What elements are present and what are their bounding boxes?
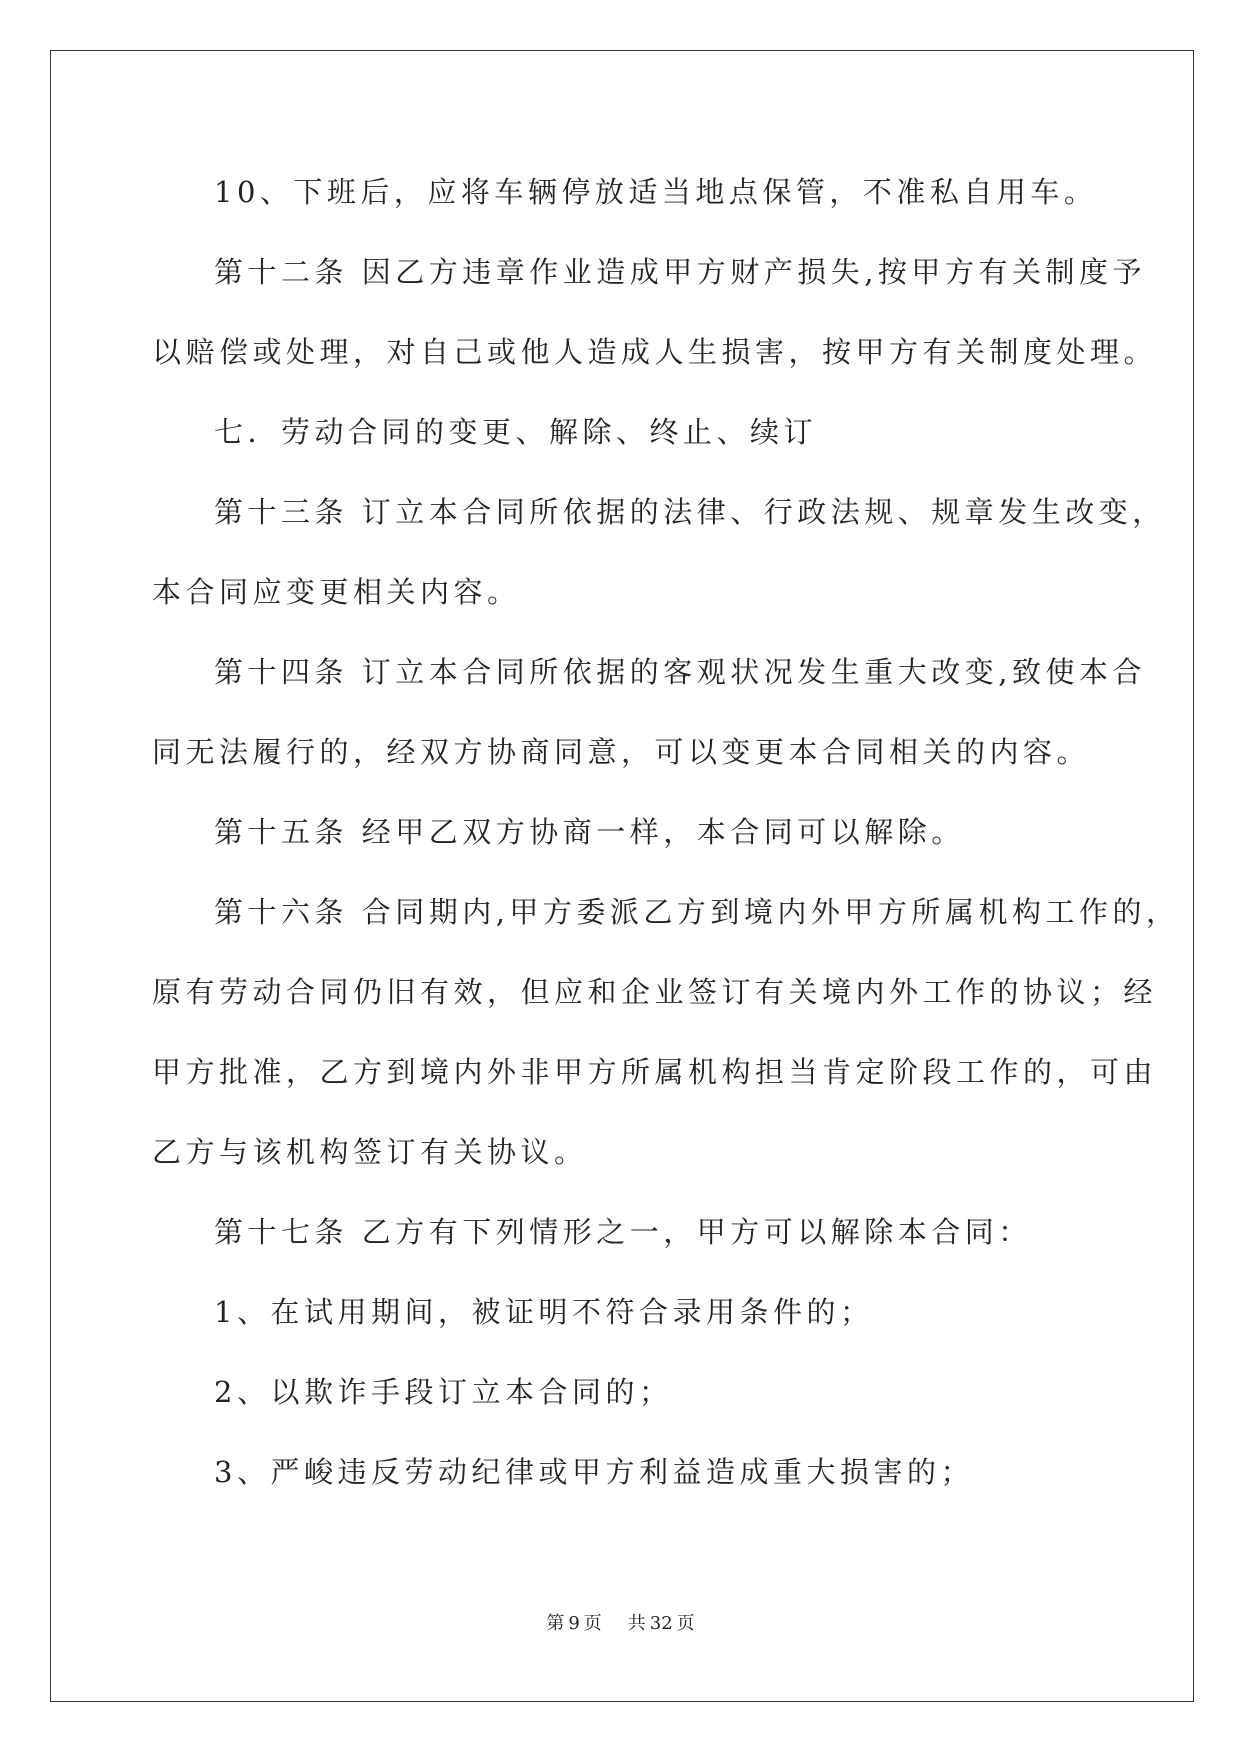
list-item: 3、严峻违反劳动纪律或甲方利益造成重大损害的；	[214, 1455, 974, 1489]
paragraph-line: 以赔偿或处理，对自己或他人造成人生损害，按甲方有关制度处理。	[152, 335, 1158, 369]
list-item: 2、以欺诈手段订立本合同的；	[214, 1375, 673, 1409]
paragraph-line: 第十三条 订立本合同所依据的法律、行政法规、规章发生改变，	[214, 495, 1166, 529]
paragraph-line: 10、下班后，应将车辆停放适当地点保管，不准私自用车。	[214, 175, 1098, 209]
section-heading: 七．劳动合同的变更、解除、终止、续订	[214, 415, 818, 449]
total-prefix: 共	[627, 1613, 646, 1634]
paragraph-line: 第十七条 乙方有下列情形之一，甲方可以解除本合同：	[214, 1215, 1032, 1249]
paragraph-line: 乙方与该机构签订有关协议。	[152, 1135, 588, 1169]
paragraph-line: 本合同应变更相关内容。	[152, 575, 521, 609]
page-suffix: 页	[583, 1613, 602, 1634]
paragraph-line: 第十六条 合同期内,甲方委派乙方到境内外甲方所属机构工作的，	[214, 895, 1180, 929]
page-number: 9	[568, 1613, 580, 1634]
list-item: 1、在试用期间，被证明不符合录用条件的；	[214, 1295, 874, 1329]
page-footer	[0, 1612, 1241, 1636]
paragraph-line: 原有劳动合同仍旧有效，但应和企业签订有关境内外工作的协议；经	[152, 975, 1158, 1009]
paragraph-line: 第十五条 经甲乙双方协商一样，本合同可以解除。	[214, 815, 965, 849]
paragraph-line: 甲方批准，乙方到境内外非甲方所属机构担当肯定阶段工作的，可由	[152, 1055, 1158, 1089]
page-prefix: 第	[546, 1613, 565, 1634]
total-pages: 32	[649, 1613, 673, 1634]
total-suffix: 页	[676, 1613, 695, 1634]
paragraph-line: 同无法履行的，经双方协商同意，可以变更本合同相关的内容。	[152, 735, 1091, 769]
paragraph-line: 第十二条 因乙方违章作业造成甲方财产损失,按甲方有关制度予	[214, 255, 1146, 289]
paragraph-line: 第十四条 订立本合同所依据的客观状况发生重大改变,致使本合	[214, 655, 1146, 689]
